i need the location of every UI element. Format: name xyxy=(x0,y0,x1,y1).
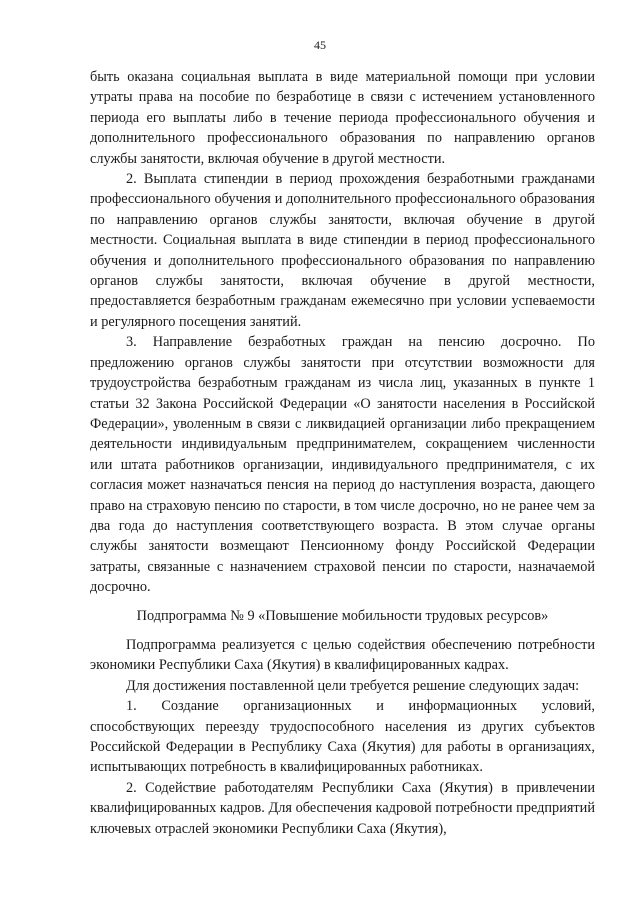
document-body xyxy=(90,67,595,839)
subprogram-heading: Подпрограмма № 9 «Повышение мобильности трудовых ресурсов» xyxy=(136,607,549,624)
paragraph-item-3: 3. Направление безработных граждан на пенсию досрочно. По предложению органов службы занятости при отсутствии возможности для трудоустройства безработным гражданам из числа лиц, указанных в пункте 1 статьи 32 Закона Российской Федерации «О занятости населения в Российской Федерации», уволенным в связи с ликвидацией организации либо прекращением деятельности индивидуальным предпринимателем, сокращением численности или штата работников организации, индивидуального предпринимателя, с их согласия может назначаться пенсия на период до наступления возраста, дающего право на страховую пенсию по старости, в том числе досрочно, но не ранее чем за два года до наступления соответствующего возраста. В этом случае органы службы занятости возмещают Пенсионному фонду Российской Федерации затраты, связанные с назначением страховой пенсии по старости, назначаемой досрочно. xyxy=(90,334,595,596)
paragraph-task-1: 1. Создание организационных и информационных условий, способствующих переезду трудоспособного населения из других субъектов Российской Федерации в Республику Саха (Якутия) для работы в организациях, испытывающих потребность в квалифицированных работниках. xyxy=(90,698,595,776)
paragraph-continuation: быть оказана социальная выплата в виде материальной помощи при условии утраты права на пособие по безработице в связи с истечением установленного периода его выплаты либо в течение периода профессионального обучения и дополнительного профессионального образования по направлению органов службы занятости, включая обучение в другой местности. xyxy=(90,69,595,167)
paragraph-purpose: Подпрограмма реализуется с целью содействия обеспечению потребности экономики Республики Саха (Якутия) в квалифицированных кадрах. xyxy=(90,636,595,674)
paragraph-item-2: 2. Выплата стипендии в период прохождения безработными гражданами профессионального обучения и дополнительного профессионального образования по направлению органов службы занятости, включая обучение в другой местности. Социальная выплата в виде стипендии в период профессионального обучения и дополнительного профессионального образования по направлению органов службы занятости, включая обучение в другой местности, предоставляется безработным гражданам ежемесячно при условии успеваемости и регулярного посещения занятий. xyxy=(90,171,595,330)
paragraph-task-2: 2. Содействие работодателям Республики Саха (Якутия) в привлечении квалифицированных кадров. Для обеспечения кадровой потребности предприятий ключевых отраслей экономики Республики Саха (Якутия), xyxy=(90,779,595,837)
paragraph-tasks-intro: Для достижения поставленной цели требуется решение следующих задач: xyxy=(126,677,580,694)
page-number: 45 xyxy=(314,38,326,52)
